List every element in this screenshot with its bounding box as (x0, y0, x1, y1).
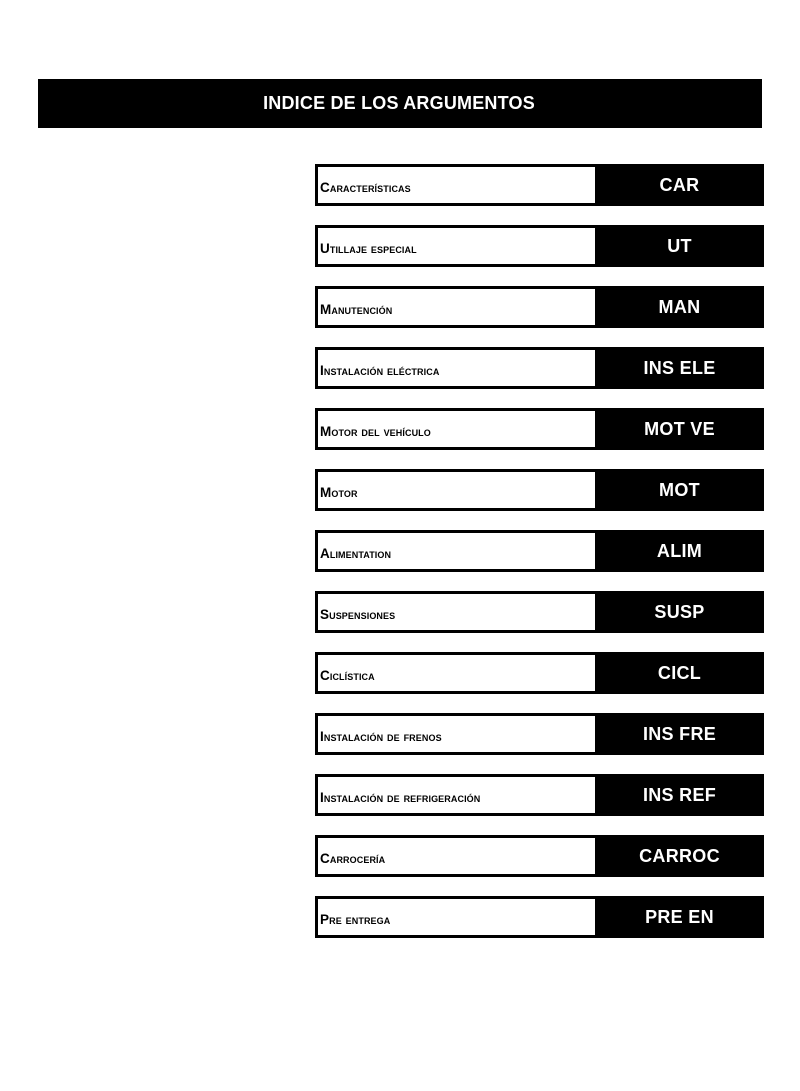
index-item-instalacion-de-frenos[interactable] (315, 713, 764, 755)
index-item-manutencion[interactable] (315, 286, 764, 328)
page-title: INDICE DE LOS ARGUMENTOS (263, 93, 535, 113)
index-item-instalacion-de-refrigeracion[interactable] (315, 774, 764, 816)
index-item-code-box (595, 896, 764, 938)
index-item-code: INS ELE (643, 357, 716, 378)
index-item-label-box (315, 652, 595, 694)
index-item-label: Instalación de frenos (320, 728, 442, 744)
index-item-code: CARROC (639, 845, 720, 866)
index-item-label: Carrocería (320, 850, 386, 866)
index-item-label-box (315, 774, 595, 816)
index-item-code-box (595, 225, 764, 267)
index-item-code-box (595, 835, 764, 877)
index-item-label: Características (320, 179, 411, 195)
index-item-utillaje-especial[interactable] (315, 225, 764, 267)
index-item-label-box (315, 896, 595, 938)
index-item-label-box (315, 469, 595, 511)
index-list (315, 164, 764, 957)
index-item-code: MOT (659, 479, 700, 500)
index-item-code: MAN (658, 296, 701, 317)
index-item-code: CAR (659, 174, 700, 195)
index-item-label: Motor del vehículo (320, 423, 431, 439)
index-item-label-box (315, 713, 595, 755)
index-item-code: ALIM (656, 540, 703, 561)
index-item-code-box (595, 469, 764, 511)
index-item-label: Instalación de refrigeración (320, 789, 481, 805)
index-item-label-box (315, 835, 595, 877)
index-item-suspensiones[interactable] (315, 591, 764, 633)
index-item-label-box (315, 591, 595, 633)
index-item-code: MOT VE (644, 418, 715, 439)
index-item-label: Utillaje especial (320, 240, 417, 256)
index-item-label-box (315, 286, 595, 328)
index-item-label-box (315, 164, 595, 206)
index-header-bar (38, 79, 762, 128)
index-item-caracteristicas[interactable] (315, 164, 764, 206)
index-item-ciclistica[interactable] (315, 652, 764, 694)
index-item-motor[interactable] (315, 469, 764, 511)
index-item-label: Suspensiones (320, 606, 396, 622)
index-item-code-box (595, 652, 764, 694)
index-item-label-box (315, 408, 595, 450)
index-item-label: Ciclística (320, 667, 375, 683)
index-item-code: INS REF (642, 784, 717, 805)
index-item-code-box (595, 774, 764, 816)
index-item-code-box (595, 591, 764, 633)
index-item-code: UT (667, 235, 692, 256)
index-item-code-box (595, 408, 764, 450)
index-item-pre-entrega[interactable] (315, 896, 764, 938)
index-item-code: INS FRE (642, 723, 717, 744)
index-item-label: Pre entrega (320, 911, 391, 927)
index-item-code-box (595, 164, 764, 206)
index-item-code-box (595, 713, 764, 755)
index-item-label: Alimentation (320, 545, 392, 561)
index-item-code-box (595, 286, 764, 328)
index-item-code: PRE EN (645, 906, 714, 927)
index-item-label: Motor (320, 484, 358, 500)
index-item-code-box (595, 530, 764, 572)
index-item-label-box (315, 347, 595, 389)
index-item-code: SUSP (654, 601, 705, 622)
index-item-code-box (595, 347, 764, 389)
index-item-carroceria[interactable] (315, 835, 764, 877)
index-item-label: Instalación eléctrica (320, 362, 440, 378)
index-item-label-box (315, 530, 595, 572)
index-item-motor-del-vehiculo[interactable] (315, 408, 764, 450)
index-item-label-box (315, 225, 595, 267)
index-item-label: Manutención (320, 301, 393, 317)
index-item-alimentation[interactable] (315, 530, 764, 572)
index-item-instalacion-electrica[interactable] (315, 347, 764, 389)
index-item-code: CICL (657, 662, 702, 683)
